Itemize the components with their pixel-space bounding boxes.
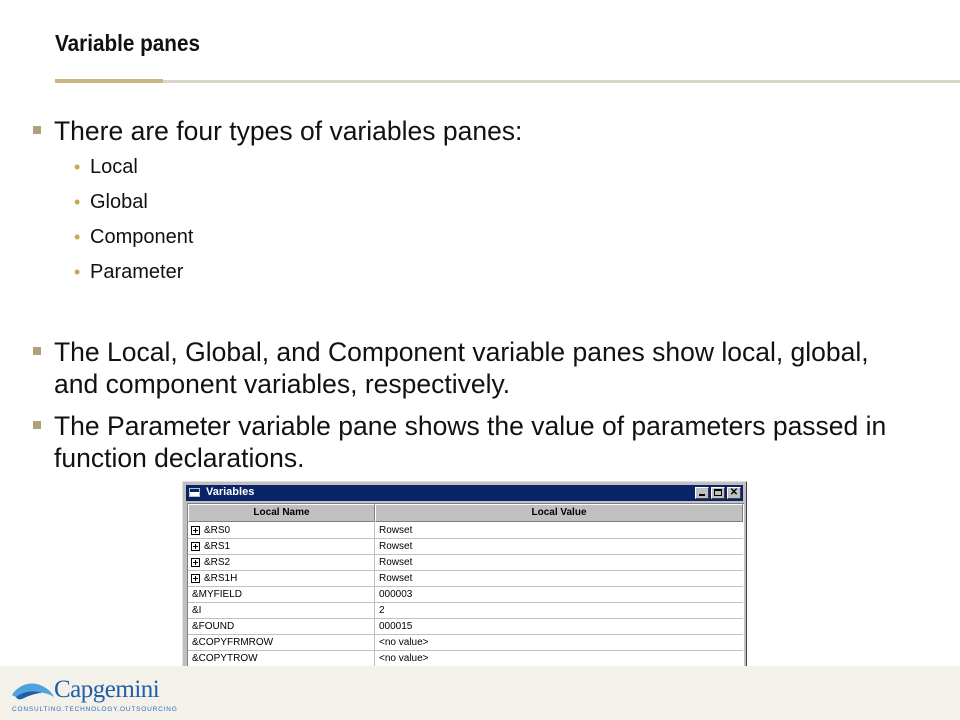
title-divider bbox=[55, 80, 960, 83]
square-bullet-icon bbox=[33, 421, 41, 429]
table-row[interactable] bbox=[188, 555, 743, 571]
dot-bullet-icon: • bbox=[74, 227, 81, 247]
variable-value: 2 bbox=[379, 605, 385, 616]
table-row[interactable] bbox=[188, 587, 743, 603]
variable-value: 000003 bbox=[379, 589, 413, 600]
sub-bullet-item bbox=[74, 155, 138, 179]
name-cell bbox=[188, 651, 375, 666]
bullet-text: There are four types of variables panes: bbox=[54, 116, 523, 146]
variable-name: &I bbox=[192, 605, 202, 616]
bullet-item bbox=[33, 410, 933, 474]
close-icon: ✕ bbox=[729, 487, 739, 498]
bullet-item bbox=[33, 336, 913, 400]
table-row[interactable] bbox=[188, 619, 743, 635]
variable-value: <no value> bbox=[379, 637, 429, 648]
bullet-item bbox=[33, 115, 522, 147]
expand-plus-icon[interactable] bbox=[191, 574, 200, 583]
variable-name: &RS0 bbox=[204, 525, 231, 536]
window-title: Variables bbox=[206, 486, 255, 498]
minimize-icon bbox=[699, 494, 705, 496]
sub-bullet-item bbox=[74, 225, 193, 249]
sub-bullet-text: Parameter bbox=[90, 261, 184, 283]
logo-spade-icon bbox=[10, 679, 56, 703]
variable-value: <no value> bbox=[379, 653, 429, 664]
variable-name: &COPYFRMROW bbox=[192, 637, 274, 648]
square-bullet-icon bbox=[33, 347, 41, 355]
window-titlebar[interactable] bbox=[186, 485, 743, 501]
maximize-icon bbox=[714, 489, 722, 496]
sub-bullet-item bbox=[74, 260, 183, 284]
expand-plus-icon[interactable] bbox=[191, 526, 200, 535]
table-row[interactable] bbox=[188, 603, 743, 619]
variable-name: &MYFIELD bbox=[192, 589, 243, 600]
brand-tagline: CONSULTING.TECHNOLOGY.OUTSOURCING bbox=[12, 706, 178, 713]
bullet-text: The Local, Global, and Component variable panes show local, global, and component variables, respectively. bbox=[54, 337, 869, 399]
column-header-local-value[interactable]: Local Value bbox=[375, 504, 743, 522]
close-button[interactable] bbox=[727, 487, 741, 499]
name-cell bbox=[188, 635, 375, 650]
sub-bullet-text: Component bbox=[90, 226, 194, 248]
minimize-button[interactable] bbox=[695, 487, 709, 499]
variable-name: &RS2 bbox=[204, 557, 231, 568]
variable-name: &FOUND bbox=[192, 621, 235, 632]
table-row[interactable] bbox=[188, 523, 743, 539]
name-cell bbox=[188, 587, 375, 602]
name-cell bbox=[188, 603, 375, 618]
variable-value: Rowset bbox=[379, 573, 413, 584]
brand-name: Capgemini bbox=[54, 676, 160, 703]
variable-name: &COPYTROW bbox=[192, 653, 258, 664]
variable-name: &RS1 bbox=[204, 541, 231, 552]
slide-title: Variable panes bbox=[55, 30, 200, 56]
name-cell bbox=[188, 523, 375, 538]
sub-bullet-item bbox=[74, 190, 148, 214]
sub-bullet-text: Local bbox=[90, 156, 138, 178]
variable-value: 000015 bbox=[379, 621, 413, 632]
sub-bullet-text: Global bbox=[90, 191, 148, 213]
table-row[interactable] bbox=[188, 539, 743, 555]
table-row[interactable] bbox=[188, 635, 743, 651]
dot-bullet-icon: • bbox=[74, 192, 81, 212]
variable-value: Rowset bbox=[379, 557, 413, 568]
name-cell bbox=[188, 571, 375, 586]
window-icon bbox=[189, 488, 200, 497]
title-divider-accent bbox=[55, 79, 163, 83]
variables-window bbox=[182, 481, 747, 666]
variable-value: Rowset bbox=[379, 525, 413, 536]
table-row[interactable] bbox=[188, 651, 743, 666]
dot-bullet-icon: • bbox=[74, 157, 81, 177]
expand-plus-icon[interactable] bbox=[191, 558, 200, 567]
bullet-text: The Parameter variable pane shows the value of parameters passed in function declarations. bbox=[54, 411, 887, 473]
maximize-button[interactable] bbox=[711, 487, 725, 499]
name-cell bbox=[188, 555, 375, 570]
variable-name: &RS1H bbox=[204, 573, 238, 584]
variable-value: Rowset bbox=[379, 541, 413, 552]
dot-bullet-icon: • bbox=[74, 262, 81, 282]
name-cell bbox=[188, 619, 375, 634]
name-cell bbox=[188, 539, 375, 554]
column-header-local-name[interactable]: Local Name bbox=[188, 504, 375, 522]
table-row[interactable] bbox=[188, 571, 743, 587]
expand-plus-icon[interactable] bbox=[191, 542, 200, 551]
capgemini-logo bbox=[10, 673, 190, 717]
variables-grid bbox=[187, 503, 744, 666]
square-bullet-icon bbox=[33, 126, 41, 134]
